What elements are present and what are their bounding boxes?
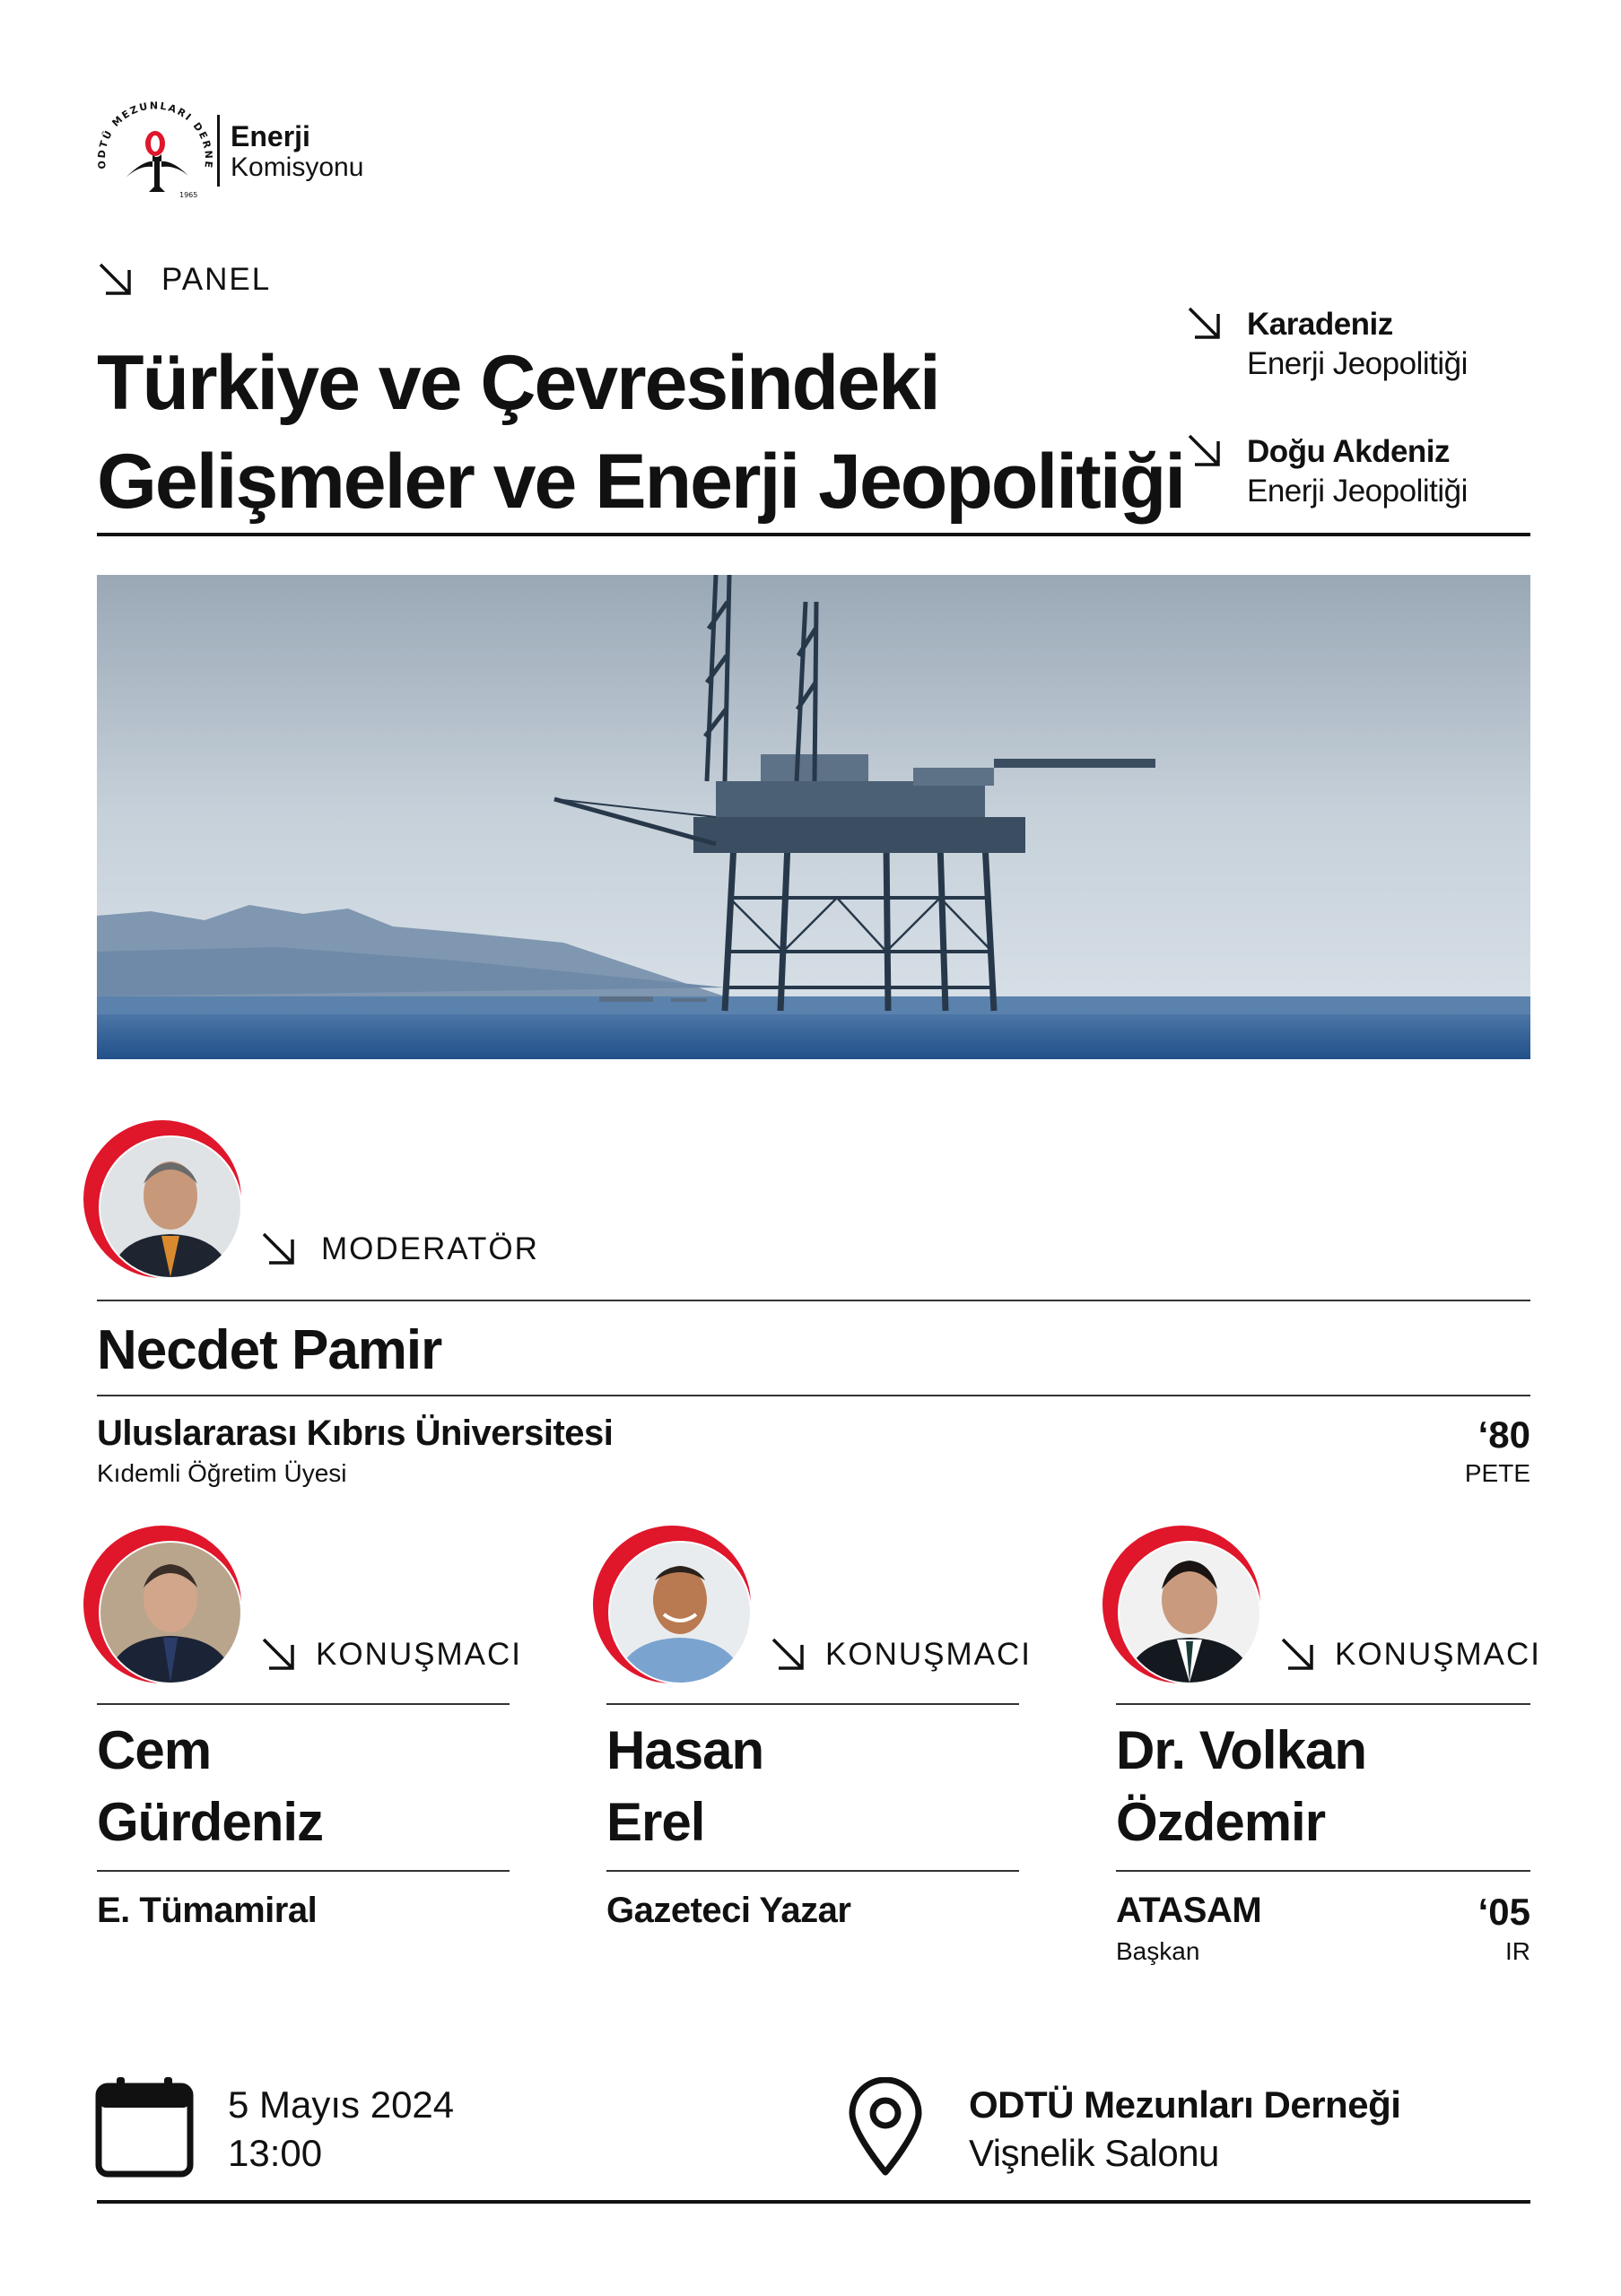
speaker-role-row (770, 1636, 1032, 1674)
moderator-department: PETE (1464, 1459, 1530, 1487)
topic-subtitle: Enerji Jeopolitiği (1247, 474, 1468, 509)
venue-name: ODTÜ Mezunları Derneği (969, 2083, 1401, 2126)
speaker-divider (606, 1703, 1019, 1705)
event-type-label: PANEL (161, 262, 272, 297)
event-date: 5 Mayıs 2024 (228, 2083, 455, 2126)
logo-divider (217, 115, 220, 187)
moderator-avatar (83, 1119, 242, 1279)
speaker-divider (606, 1870, 1019, 1872)
moderator-role-label: MODERATÖR (321, 1231, 539, 1266)
speaker-name (97, 1715, 519, 1858)
moderator-name: Necdet Pamir (97, 1319, 442, 1381)
speaker-name (1116, 1715, 1538, 1858)
footer-divider (97, 2200, 1530, 2204)
speaker-name-line1: Dr. Volkan (1116, 1720, 1366, 1780)
speaker-divider (97, 1870, 510, 1872)
speaker-divider (1116, 1703, 1530, 1705)
speaker-org: ATASAM (1116, 1891, 1262, 1930)
moderator-divider (97, 1300, 1530, 1301)
event-title (97, 334, 1185, 531)
speaker-name-line2: Erel (606, 1792, 705, 1852)
moderator-position: Kıdemli Öğretim Üyesi (97, 1459, 347, 1487)
event-type-row (97, 258, 271, 301)
speaker-avatar (1102, 1525, 1261, 1684)
topic-title: Karadeniz (1247, 307, 1393, 342)
speaker-avatar (592, 1525, 752, 1684)
speaker-divider (97, 1703, 510, 1705)
event-title-line2: Gelişmeler ve Enerji Jeopolitiği (97, 439, 1185, 525)
logo-subtitle: Komisyonu (231, 152, 364, 182)
speaker-name-line2: Özdemir (1116, 1792, 1326, 1852)
arrow-down-right-icon (97, 261, 135, 299)
odtu-mezunlari-logo (90, 97, 224, 204)
speaker-graduation-year: ‘05 (1477, 1891, 1530, 1933)
moderator-graduation-year: ‘80 (1477, 1413, 1530, 1456)
speaker-name-line1: Hasan (606, 1720, 764, 1780)
topic-title: Doğu Akdeniz (1247, 434, 1451, 469)
arrow-down-right-icon (260, 1636, 298, 1674)
speaker-org: E. Tümamiral (97, 1891, 318, 1930)
speaker-name-line1: Cem (97, 1720, 212, 1780)
topic-item (1186, 305, 1563, 384)
speaker-department: IR (1505, 1937, 1530, 1965)
logo-ring-text: ODTÜ MEZUNLARI DERNE (95, 100, 215, 170)
speaker-position: Başkan (1116, 1937, 1200, 1965)
speaker-role-label: KONUŞMACI (316, 1637, 522, 1672)
moderator-org: Uluslararası Kıbrıs Üniversitesi (97, 1413, 614, 1453)
arrow-down-right-icon (1186, 305, 1224, 384)
logo-title: Enerji (231, 120, 310, 152)
logo-year: 1965 (179, 191, 198, 199)
arrow-down-right-icon (1186, 432, 1224, 511)
arrow-down-right-icon (1279, 1636, 1317, 1674)
speaker-role-row (1279, 1636, 1541, 1674)
speaker-divider (1116, 1870, 1530, 1872)
moderator-role-row (260, 1231, 539, 1268)
speaker-name-line2: Gürdeniz (97, 1792, 324, 1852)
moderator-divider (97, 1395, 1530, 1396)
title-divider (97, 533, 1530, 536)
topic-subtitle: Enerji Jeopolitiği (1247, 346, 1468, 381)
event-time: 13:00 (228, 2132, 323, 2174)
arrow-down-right-icon (260, 1231, 298, 1268)
event-title-line1: Türkiye ve Çevresindeki (97, 340, 939, 426)
arrow-down-right-icon (770, 1636, 807, 1674)
topic-item (1186, 432, 1563, 511)
venue-room: Vişnelik Salonu (969, 2132, 1219, 2174)
speaker-org: Gazeteci Yazar (606, 1891, 851, 1930)
speaker-role-label: KONUŞMACI (1335, 1637, 1541, 1672)
hero-offshore-platform-image (97, 575, 1530, 1059)
speaker-name (606, 1715, 1028, 1858)
speaker-avatar (83, 1525, 242, 1684)
location-pin-icon (847, 2077, 924, 2178)
speaker-role-row (260, 1636, 522, 1674)
speaker-role-label: KONUŞMACI (825, 1637, 1032, 1672)
calendar-icon (95, 2077, 194, 2178)
